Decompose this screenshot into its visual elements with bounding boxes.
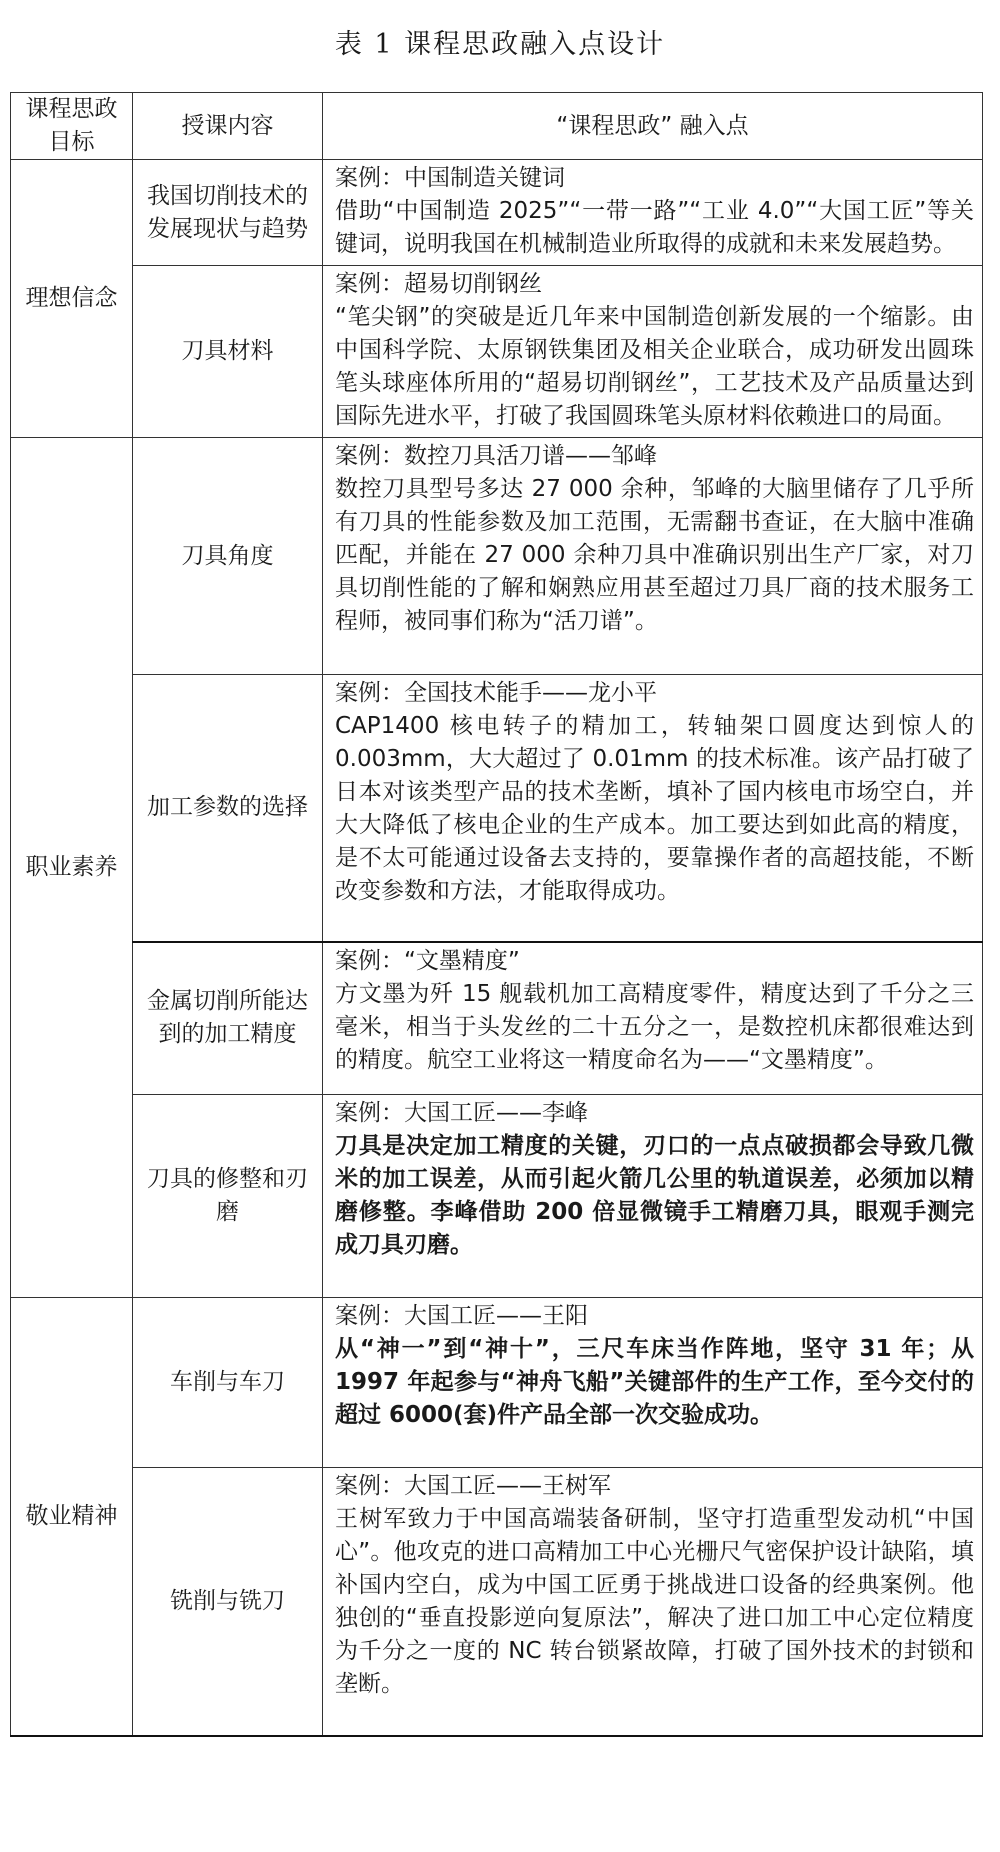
topic-cell: 刀具的修整和刃磨 <box>133 1095 323 1298</box>
case-title: 案例：大国工匠——王树军 <box>335 1473 611 1499</box>
goal-cell: 职业素养 <box>11 438 133 1298</box>
header-point: “课程思政” 融入点 <box>323 93 983 160</box>
point-cell <box>323 1468 983 1736</box>
case-body: 方文墨为歼 15 舰载机加工高精度零件，精度达到了千分之三毫米，相当于头发丝的二十五分之一，是数控机床都很难达到的精度。航空工业将这一精度命名为——“文墨精度”。 <box>335 980 974 1073</box>
ideology-integration-table <box>10 92 983 1737</box>
case-body: 刀具是决定加工精度的关键，刃口的一点点破损都会导致几微米的加工误差，从而引起火箭几公里的轨道误差，必须加以精磨修整。李峰借助 200 倍显微镜手工精磨刀具，眼观手测完成刀具刃磨。 <box>335 1133 974 1258</box>
case-title: 案例：大国工匠——李峰 <box>335 1100 588 1126</box>
case-body: 数控刀具型号多达 27 000 余种，邹峰的大脑里储存了几乎所有刀具的性能参数及加工范围，无需翻书查证，在大脑中准确匹配，并能在 27 000 余种刀具中准确识别出生产厂家，对刀具切削性能的了解和娴熟应用甚至超过刀具厂商的技术服务工程师，被同事们称为“活刀谱”。 <box>335 476 974 634</box>
topic-cell: 加工参数的选择 <box>133 675 323 942</box>
case-body: “笔尖钢”的突破是近几年来中国制造创新发展的一个缩影。由中国科学院、太原钢铁集团及相关企业联合，成功研发出圆珠笔头球座体所用的“超易切削钢丝”，工艺技术及产品质量达到国际先进水平，打破了我国圆珠笔头原材料依赖进口的局面。 <box>335 304 974 429</box>
point-cell <box>323 942 983 1095</box>
case-body: 从“神一”到“神十”，三尺车床当作阵地，坚守 31 年；从 1997 年起参与“神舟飞船”关键部件的生产工作，至今交付的超过 6000(套)件产品全部一次交验成功。 <box>335 1336 974 1428</box>
case-title: 案例：大国工匠——王阳 <box>335 1303 588 1329</box>
case-body: 借助“中国制造 2025”“一带一路”“工业 4.0”“大国工匠”等关键词，说明我国在机械制造业所取得的成就和未来发展趋势。 <box>335 198 974 257</box>
table-row <box>11 160 983 266</box>
point-cell <box>323 160 983 266</box>
case-title: 案例：数控刀具活刀谱——邹峰 <box>335 443 657 469</box>
header-row <box>11 93 983 160</box>
case-title: 案例：超易切削钢丝 <box>335 271 542 297</box>
table-row <box>11 1468 983 1736</box>
case-body: 王树军致力于中国高端装备研制，坚守打造重型发动机“中国心”。他攻克的进口高精加工中心光栅尺气密保护设计缺陷，填补国内空白，成为中国工匠勇于挑战进口设备的经典案例。他独创的“垂直投影逆向复原法”，解决了进口加工中心定位精度为千分之一度的 NC 转台锁紧故障，打破了国外技术的封锁和垄断。 <box>335 1506 974 1697</box>
point-cell <box>323 1298 983 1468</box>
case-body: CAP1400 核电转子的精加工，转轴架口圆度达到惊人的 0.003mm，大大超过了 0.01mm 的技术标准。该产品打破了日本对该类型产品的技术垄断，填补了国内核电市场空白，并大大降低了核电企业的生产成本。加工要达到如此高的精度，是不太可能通过设备去支持的，要靠操作者的高超技能，不断改变参数和方法，才能取得成功。 <box>335 713 974 904</box>
table-caption: 表 1 课程思政融入点设计 <box>334 29 666 60</box>
topic-cell: 车削与车刀 <box>133 1298 323 1468</box>
table-row <box>11 1095 983 1298</box>
point-cell <box>323 675 983 942</box>
goal-cell: 理想信念 <box>11 160 133 438</box>
point-cell <box>323 1095 983 1298</box>
table-row <box>11 266 983 438</box>
topic-cell: 刀具角度 <box>133 438 323 675</box>
header-goal: 课程思政目标 <box>11 93 133 160</box>
goal-cell: 敬业精神 <box>11 1298 133 1736</box>
case-title: 案例：全国技术能手——龙小平 <box>335 680 657 706</box>
topic-cell: 刀具材料 <box>133 266 323 438</box>
case-title: 案例：“文墨精度” <box>335 947 520 974</box>
table-row <box>11 1298 983 1468</box>
topic-cell: 我国切削技术的发展现状与趋势 <box>133 160 323 266</box>
point-cell <box>323 266 983 438</box>
table-row <box>11 675 983 942</box>
header-content: 授课内容 <box>133 93 323 160</box>
point-cell <box>323 438 983 675</box>
topic-cell: 金属切削所能达到的加工精度 <box>133 942 323 1095</box>
table-row <box>11 438 983 675</box>
table-row <box>11 942 983 1095</box>
topic-cell: 铣削与铣刀 <box>133 1468 323 1736</box>
case-title: 案例：中国制造关键词 <box>335 165 565 191</box>
